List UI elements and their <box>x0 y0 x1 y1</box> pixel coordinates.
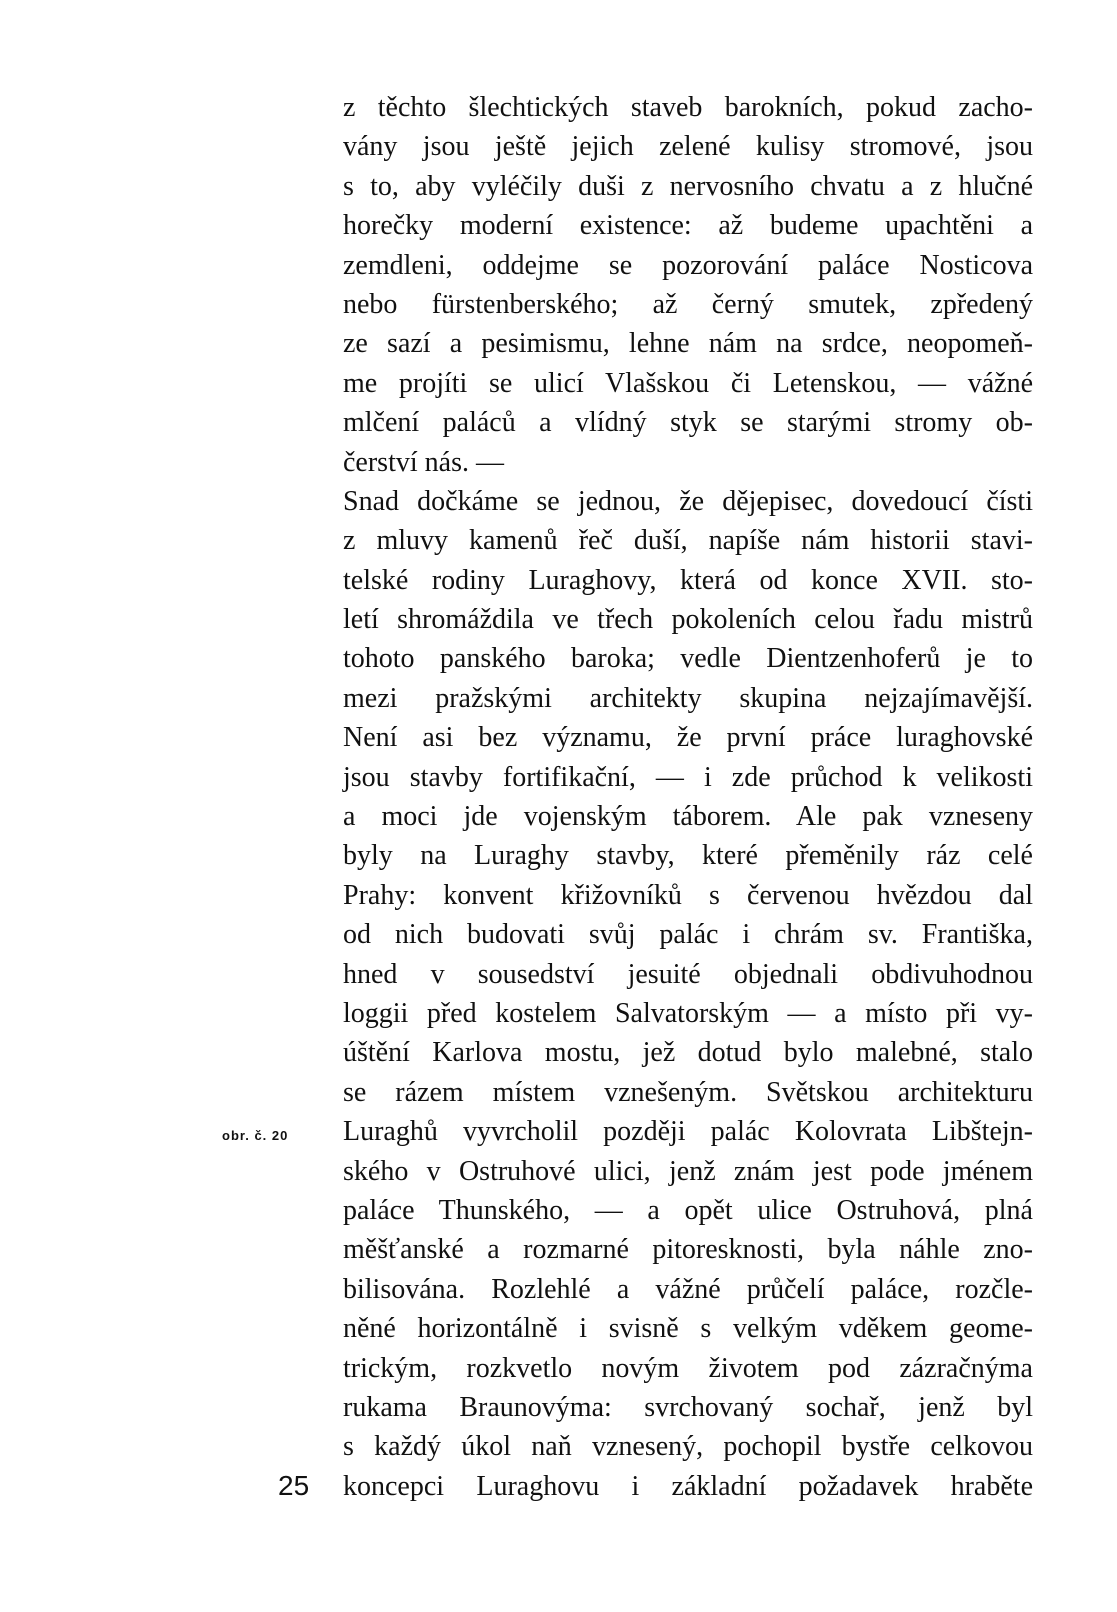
text-line: ského v Ostruhové ulici, jenž znám jest pode jménem <box>343 1155 1033 1187</box>
text-line: z mluvy kamenů řeč duší, napíše nám historii stavi- <box>343 525 1033 557</box>
text-line: z těchto šlechtických staveb barokních, pokud zacho- <box>343 92 1033 123</box>
text-line: s to, aby vyléčily duši z nervosního chvatu a z hlučné <box>343 170 1033 202</box>
text-line: a moci jde vojenským táborem. Ale pak vzneseny <box>343 801 1033 833</box>
text-line: něné horizontálně i svisně s velkým vděkem geome- <box>343 1313 1033 1345</box>
text-line: telské rodiny Luraghovy, která od konce XVII. sto- <box>343 564 1033 596</box>
text-line: mlčení paláců a vlídný styk se starými stromy ob- <box>343 407 1033 439</box>
text-line: mezi pražskými architekty skupina nejzajímavější. <box>343 682 1033 714</box>
text-line: hned v sousedství jesuité objednali obdivuhodnou <box>343 958 1033 990</box>
text-line: Prahy: konvent křižovníků s červenou hvězdou dal <box>343 879 1033 911</box>
text-line: úštění Karlova mostu, jež dotud bylo malebné, stalo <box>343 1037 1033 1069</box>
text-line: měšťanské a rozmarné pitoresknosti, byla náhle zno- <box>343 1234 1033 1266</box>
figure-reference: obr. č. 20 <box>222 1128 289 1143</box>
text-line: Luraghů vyvrcholil později palác Kolovrata Libštejn- <box>343 1116 1033 1148</box>
text-line: se rázem místem vznešeným. Světskou architekturu <box>343 1076 1033 1108</box>
text-line: paláce Thunského, — a opět ulice Ostruhová, plná <box>343 1194 1033 1226</box>
text-line: ze sazí a pesimismu, lehne nám na srdce, neopomeň- <box>343 328 1033 360</box>
body-text <box>343 88 1033 1506</box>
text-line: rukama Braunovýma: svrchovaný sochař, jenž byl <box>343 1391 1033 1423</box>
text-line: zemdleni, oddejme se pozorování paláce Nosticova <box>343 249 1033 281</box>
text-line: tohoto panského baroka; vedle Dientzenhoferů je to <box>343 643 1033 675</box>
text-line: Snad dočkáme se jednou, že dějepisec, dovedoucí čísti <box>343 485 1033 517</box>
text-line: Není asi bez významu, že první práce luraghovské <box>343 722 1033 754</box>
text-line: letí shromáždila ve třech pokoleních celou řadu mistrů <box>343 604 1033 636</box>
text-line: byly na Luraghy stavby, které přeměnily ráz celé <box>343 840 1033 872</box>
text-line: s každý úkol naň vznesený, pochopil bystře celkovou <box>343 1431 1033 1463</box>
page-number: 25 <box>278 1470 310 1501</box>
text-line: vány jsou ještě jejich zelené kulisy stromové, jsou <box>343 131 1033 163</box>
text-line: od nich budovati svůj palác i chrám sv. Františka, <box>343 919 1033 951</box>
text-line: me projíti se ulicí Vlašskou či Letenskou, — vážné <box>343 367 1033 399</box>
text-line: nebo fürstenberského; až černý smutek, zpředený <box>343 288 1033 320</box>
text-line: loggii před kostelem Salvatorským — a místo při vy- <box>343 997 1033 1029</box>
text-line: horečky moderní existence: až budeme upachtěni a <box>343 210 1033 242</box>
text-line: koncepci Luraghovu i základní požadavek hraběte <box>343 1470 1033 1502</box>
text-line: čerství nás. — <box>343 446 504 478</box>
text-line: bilisována. Rozlehlé a vážné průčelí paláce, rozčle- <box>343 1273 1033 1305</box>
text-line: jsou stavby fortifikační, — i zde průchod k velikosti <box>343 761 1033 793</box>
text-line: trickým, rozkvetlo novým životem pod zázračnýma <box>343 1352 1033 1384</box>
